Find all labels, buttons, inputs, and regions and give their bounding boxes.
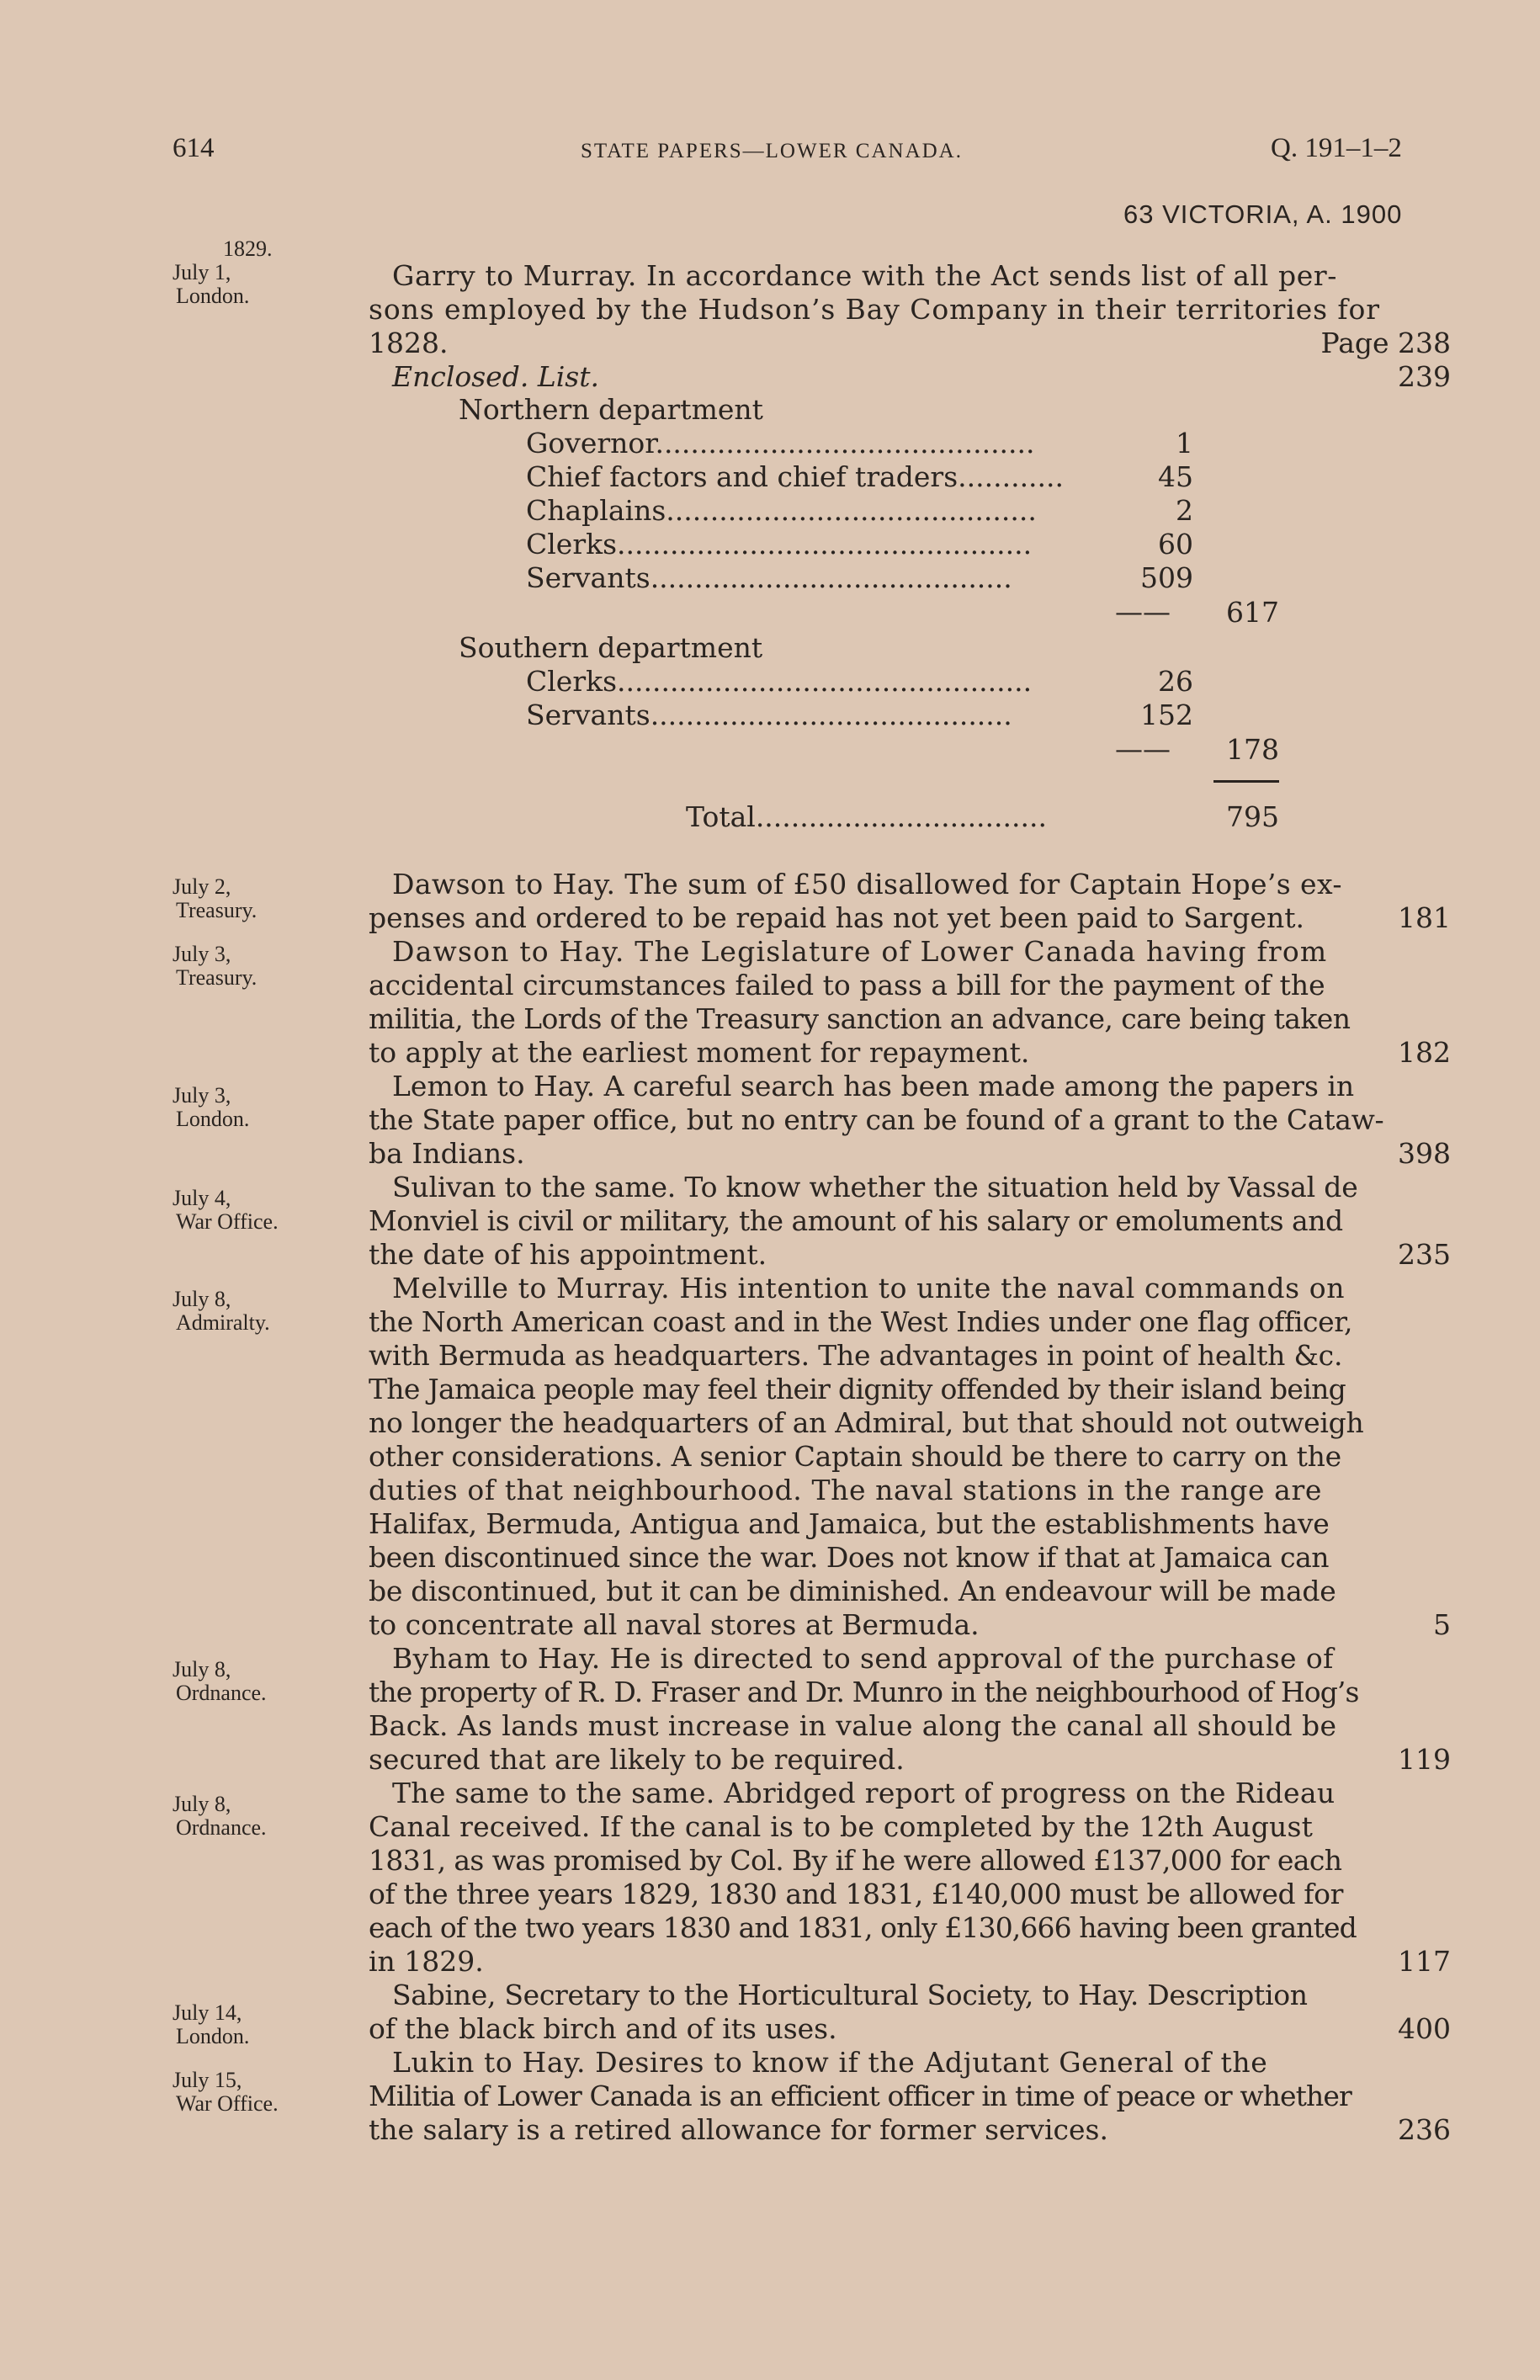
- letter-date: July 8,: [173, 1287, 231, 1311]
- list-row: [526, 427, 1035, 460]
- north-heading: Northern department: [459, 393, 763, 426]
- letter-line: 1831, as was promised by Col. By if he were allowed £137,000 for each: [369, 1844, 1342, 1877]
- letter-text: [369, 935, 1451, 1070]
- letter-reference: 235: [1398, 1238, 1451, 1271]
- letter-line: Lukin to Hay. Desires to know if the Adjutant General of the: [392, 2046, 1268, 2079]
- letter-line: with Bermuda as headquarters. The advantages in point of health &c.: [369, 1339, 1343, 1372]
- letter-line: the North American coast and in the West Indies under one flag officer,: [369, 1305, 1353, 1338]
- letter-margin-date: [173, 875, 341, 922]
- list-row-label: Governor: [526, 427, 656, 460]
- letter-text: [369, 1777, 1451, 1979]
- total-leader: .................................: [755, 800, 1047, 833]
- letter-line-text: ba Indians.: [369, 1137, 525, 1170]
- entry-line: Garry to Murray. In accordance with the Act sends list of all per-: [392, 259, 1337, 292]
- letter-line-text: secured that are likely to be required.: [369, 1743, 905, 1776]
- letter-line: [369, 1608, 1451, 1642]
- south-heading: Southern department: [459, 631, 763, 664]
- letter-margin-date: [173, 2069, 341, 2116]
- letter-reference: 5: [1433, 1608, 1451, 1641]
- letter-text: [369, 1979, 1451, 2046]
- letter-line: militia, the Lords of the Treasury sanction an advance, care being taken: [369, 1002, 1351, 1035]
- letter-line: [369, 2012, 1451, 2046]
- letter-text: [369, 2046, 1451, 2147]
- letter-reference: 181: [1398, 901, 1451, 934]
- letter-date: July 14,: [173, 2000, 242, 2025]
- letter-line: be discontinued, but it can be diminished. An endeavour will be made: [369, 1575, 1336, 1607]
- letter-line: [369, 1137, 1451, 1171]
- letter-line: Halifax, Bermuda, Antigua and Jamaica, but the establishments have: [369, 1507, 1330, 1540]
- page-reference: Page 238: [1320, 327, 1451, 359]
- list-row-leader: ............: [958, 460, 1065, 493]
- letter-reference: 117: [1398, 1945, 1451, 1978]
- letter-line: Byham to Hay. He is directed to send approval of the purchase of: [392, 1642, 1334, 1675]
- letter-line: [369, 1743, 1451, 1777]
- letter-text: [369, 1070, 1451, 1171]
- letter-line: each of the two years 1830 and 1831, only £130,666 having been granted: [369, 1911, 1357, 1944]
- letter-line: The same to the same. Abridged report of progress on the Rideau: [392, 1777, 1336, 1809]
- letter-line-text: the salary is a retired allowance for former services.: [369, 2113, 1108, 2146]
- staff-list: [0, 0, 1540, 842]
- running-title: STATE PAPERS—LOWER CANADA.: [581, 140, 963, 162]
- list-row-value: 45: [1158, 460, 1193, 493]
- letter-line: [369, 2113, 1451, 2147]
- south-subtotal-rule: ——: [1115, 732, 1171, 765]
- list-row-leader: ..........................................: [666, 494, 1037, 527]
- letter-place: Ordnance.: [176, 1681, 267, 1705]
- letter-line: Sulivan to the same. To know whether the situation held by Vassal de: [392, 1171, 1358, 1203]
- letter-place: London.: [176, 2024, 250, 2048]
- letter-line: of the three years 1829, 1830 and 1831, £140,000 must be allowed for: [369, 1878, 1343, 1910]
- letter-place: War Office.: [176, 1209, 279, 1234]
- letter-line: Back. As lands must increase in value along the canal all should be: [369, 1709, 1337, 1742]
- letter-reference: 119: [1398, 1743, 1451, 1776]
- letter-line: Melville to Murray. His intention to unite the naval commands on: [392, 1272, 1346, 1304]
- list-row: [526, 494, 1037, 528]
- letter-margin-date: [173, 2001, 341, 2048]
- letter-margin-date: [173, 943, 341, 990]
- session-heading: 63 VICTORIA, A. 1900: [1123, 199, 1403, 229]
- list-row-value: 60: [1158, 528, 1193, 560]
- list-row: [526, 699, 1012, 732]
- letter-line-text: penses and ordered to be repaid has not yet been paid to Sargent.: [369, 901, 1304, 934]
- letter-line: Dawson to Hay. The sum of £50 disallowed for Captain Hope’s ex-: [392, 868, 1342, 900]
- archive-reference: Q. 191–1–2: [1271, 133, 1402, 163]
- letter-reference: 400: [1398, 2012, 1451, 2045]
- letter-place: Treasury.: [176, 965, 258, 990]
- total-rule: [1213, 780, 1279, 783]
- total-row: [686, 800, 1047, 834]
- letter-date: July 15,: [173, 2068, 242, 2092]
- letter-line: Militia of Lower Canada is an efficient officer in time of peace or whether: [369, 2080, 1351, 2112]
- list-row-label: Servants: [526, 699, 651, 731]
- entry-line: sons employed by the Hudson’s Bay Company in their territories for: [369, 293, 1380, 326]
- letter-place: War Office.: [176, 2091, 279, 2116]
- letter-reference: 236: [1398, 2113, 1451, 2146]
- entry-date: July 1,: [173, 260, 231, 284]
- list-row-leader: ...............................................: [617, 665, 1033, 698]
- letter-line: the State paper office, but no entry can be found of a grant to the Cataw-: [369, 1103, 1384, 1136]
- letter-line: [369, 1036, 1451, 1070]
- list-row: [526, 561, 1012, 595]
- letter-line: been discontinued since the war. Does not know if that at Jamaica can: [369, 1541, 1330, 1574]
- list-row-label: Clerks: [526, 528, 618, 560]
- letter-line-text: the date of his appointment.: [369, 1238, 767, 1271]
- list-row-leader: .........................................: [650, 699, 1012, 731]
- letter-line: accidental circumstances failed to pass a bill for the payment of the: [369, 969, 1325, 1001]
- letter-line-text: of the black birch and of its uses.: [369, 2012, 837, 2045]
- letter-margin-date: [173, 1187, 341, 1234]
- letter-margin-date: [173, 1288, 341, 1335]
- letter-line: Sabine, Secretary to the Horticultural Society, to Hay. Description: [392, 1979, 1308, 2011]
- enclosure-label: Enclosed. List.: [392, 360, 599, 393]
- list-row: [526, 528, 1032, 561]
- letter-margin-date: [173, 1084, 341, 1131]
- letter-reference: 182: [1398, 1036, 1451, 1069]
- letter-place: Admiralty.: [176, 1310, 270, 1335]
- enclosure-reference: 239: [1398, 360, 1451, 393]
- letter-date: July 3,: [173, 1083, 231, 1108]
- letter-text: [369, 1272, 1451, 1642]
- letter-line: [369, 1945, 1451, 1979]
- list-row-label: Chaplains: [526, 494, 666, 527]
- letter-place: London.: [176, 1107, 250, 1131]
- letter-line-text: to concentrate all naval stores at Bermuda.: [369, 1608, 980, 1641]
- letter-line: Lemon to Hay. A careful search has been made among the papers in: [392, 1070, 1355, 1102]
- entry-line-text: 1828.: [369, 327, 449, 359]
- letter-line: [369, 901, 1451, 935]
- letter-date: July 4,: [173, 1186, 231, 1210]
- list-row-value: 1: [1176, 427, 1193, 460]
- letter-line: Canal received. If the canal is to be completed by the 12th August: [369, 1810, 1314, 1843]
- list-row-label: Servants: [526, 561, 651, 594]
- list-row-leader: ...............................................: [617, 528, 1033, 560]
- letter-line: duties of that neighbourhood. The naval stations in the range are: [369, 1474, 1322, 1506]
- list-row-leader: ...........................................: [655, 427, 1035, 460]
- letter-line: [369, 1238, 1451, 1272]
- list-row: [526, 460, 1064, 494]
- letter-line-text: in 1829.: [369, 1945, 484, 1978]
- list-row-value: 2: [1176, 494, 1193, 527]
- letter-line: other considerations. A senior Captain should be there to carry on the: [369, 1440, 1341, 1473]
- letter-text: [369, 1642, 1451, 1777]
- list-row-value: 152: [1140, 699, 1193, 731]
- list-row-leader: .........................................: [650, 561, 1012, 594]
- letter-date: July 2,: [173, 874, 231, 899]
- list-row: [526, 665, 1032, 699]
- letter-line: The Jamaica people may feel their dignity offended by their island being: [369, 1373, 1346, 1405]
- total-label: Total: [686, 800, 756, 833]
- list-row-value: 509: [1140, 561, 1193, 594]
- letter-margin-date: [173, 1793, 341, 1840]
- letter-line-text: to apply at the earliest moment for repayment.: [369, 1036, 1030, 1069]
- entry-place: London.: [176, 284, 250, 308]
- page-number: 614: [173, 133, 215, 163]
- letter-line: the property of R. D. Fraser and Dr. Munro in the neighbourhood of Hog’s: [369, 1676, 1359, 1708]
- letter-date: July 3,: [173, 942, 231, 966]
- letter-text: [369, 1171, 1451, 1272]
- north-subtotal: 617: [1226, 596, 1279, 629]
- list-row-value: 26: [1158, 665, 1193, 698]
- letter-place: Treasury.: [176, 898, 258, 922]
- letter-reference: 398: [1398, 1137, 1451, 1170]
- entry-year: 1829.: [223, 236, 273, 261]
- letter-text: [369, 868, 1451, 935]
- letter-date: July 8,: [173, 1792, 231, 1816]
- letter-date: July 8,: [173, 1657, 231, 1681]
- letter-margin-date: [173, 1658, 341, 1705]
- list-row-label: Clerks: [526, 665, 618, 698]
- letter-place: Ordnance.: [176, 1815, 267, 1840]
- list-row-label: Chief factors and chief traders: [526, 460, 959, 493]
- letter-line: Monviel is civil or military, the amount of his salary or emoluments and: [369, 1204, 1343, 1237]
- letter-line: no longer the headquarters of an Admiral, but that should not outweigh: [369, 1406, 1364, 1439]
- south-subtotal: 178: [1226, 733, 1279, 766]
- grand-total: 795: [1226, 800, 1279, 833]
- letter-line: Dawson to Hay. The Legislature of Lower Canada having from: [392, 935, 1328, 968]
- north-subtotal-rule: ——: [1115, 595, 1171, 628]
